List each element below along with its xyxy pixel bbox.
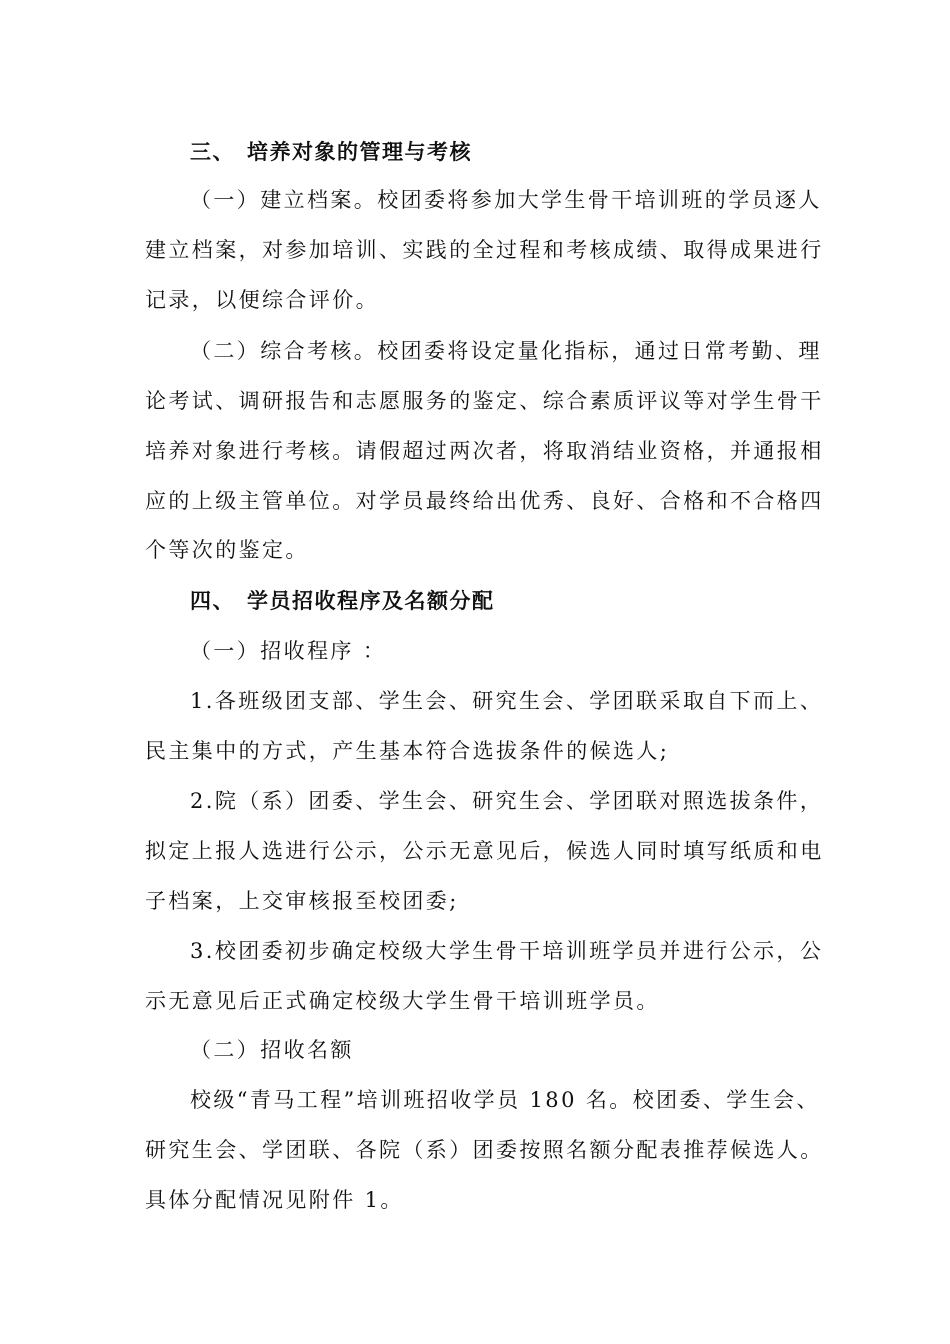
list-item-line: 3.校团委初步确定校级大学生骨干培训班学员并进行公示，公 [190, 939, 824, 963]
list-item-line: 子档案，上交审核报至校团委; [145, 889, 459, 913]
paragraph-line: 具体分配情况见附件 1。 [145, 1188, 404, 1212]
list-item-line: 1.各班级团支部、学生会、研究生会、学团联采取自下而上、 [190, 689, 824, 713]
paragraph-line: 个等次的鉴定。 [145, 538, 309, 562]
list-item-line: 2.院（系）团委、学生会、研究生会、学团联对照选拔条件， [190, 789, 824, 813]
paragraph-line: 记录，以便综合评价。 [145, 288, 379, 312]
paragraph-line: 研究生会、学团联、各院（系）团委按照名额分配表推荐候选人。 [145, 1138, 824, 1162]
paragraph-line: 校级“青马工程”培训班招收学员 180 名。校团委、学生会、 [190, 1088, 820, 1112]
paragraph-line: 论考试、调研报告和志愿服务的鉴定、综合素质评议等对学生骨干 [145, 389, 824, 413]
paragraph-line: 建立档案，对参加培训、实践的全过程和考核成绩、取得成果进行 [145, 238, 824, 262]
section-3-heading-number: 三、 [190, 140, 235, 164]
paragraph-line: （二）综合考核。校团委将设定量化指标，通过日常考勤、理 [190, 339, 822, 363]
list-item-line: 示无意见后正式确定校级大学生骨干培训班学员。 [145, 989, 660, 1013]
list-item-line: 拟定上报人选进行公示，公示无意见后，候选人同时填写纸质和电 [145, 839, 824, 863]
paragraph-line: （一）建立档案。校团委将参加大学生骨干培训班的学员逐人 [190, 188, 822, 212]
paragraph-line: 培养对象进行考核。请假超过两次者，将取消结业资格，并通报相 [145, 439, 824, 463]
paragraph-line: 应的上级主管单位。对学员最终给出优秀、良好、合格和不合格四 [145, 489, 824, 513]
section-4-heading-number: 四、 [190, 589, 235, 613]
section-3-heading: 培养对象的管理与考核 [247, 140, 472, 164]
subsection-heading: （一）招收程序 ： [190, 639, 387, 663]
list-item-line: 民主集中的方式，产生基本符合选拔条件的候选人; [145, 739, 670, 763]
subsection-heading: （二）招收名额 [190, 1038, 354, 1062]
section-4-heading: 学员招收程序及名额分配 [247, 589, 495, 613]
